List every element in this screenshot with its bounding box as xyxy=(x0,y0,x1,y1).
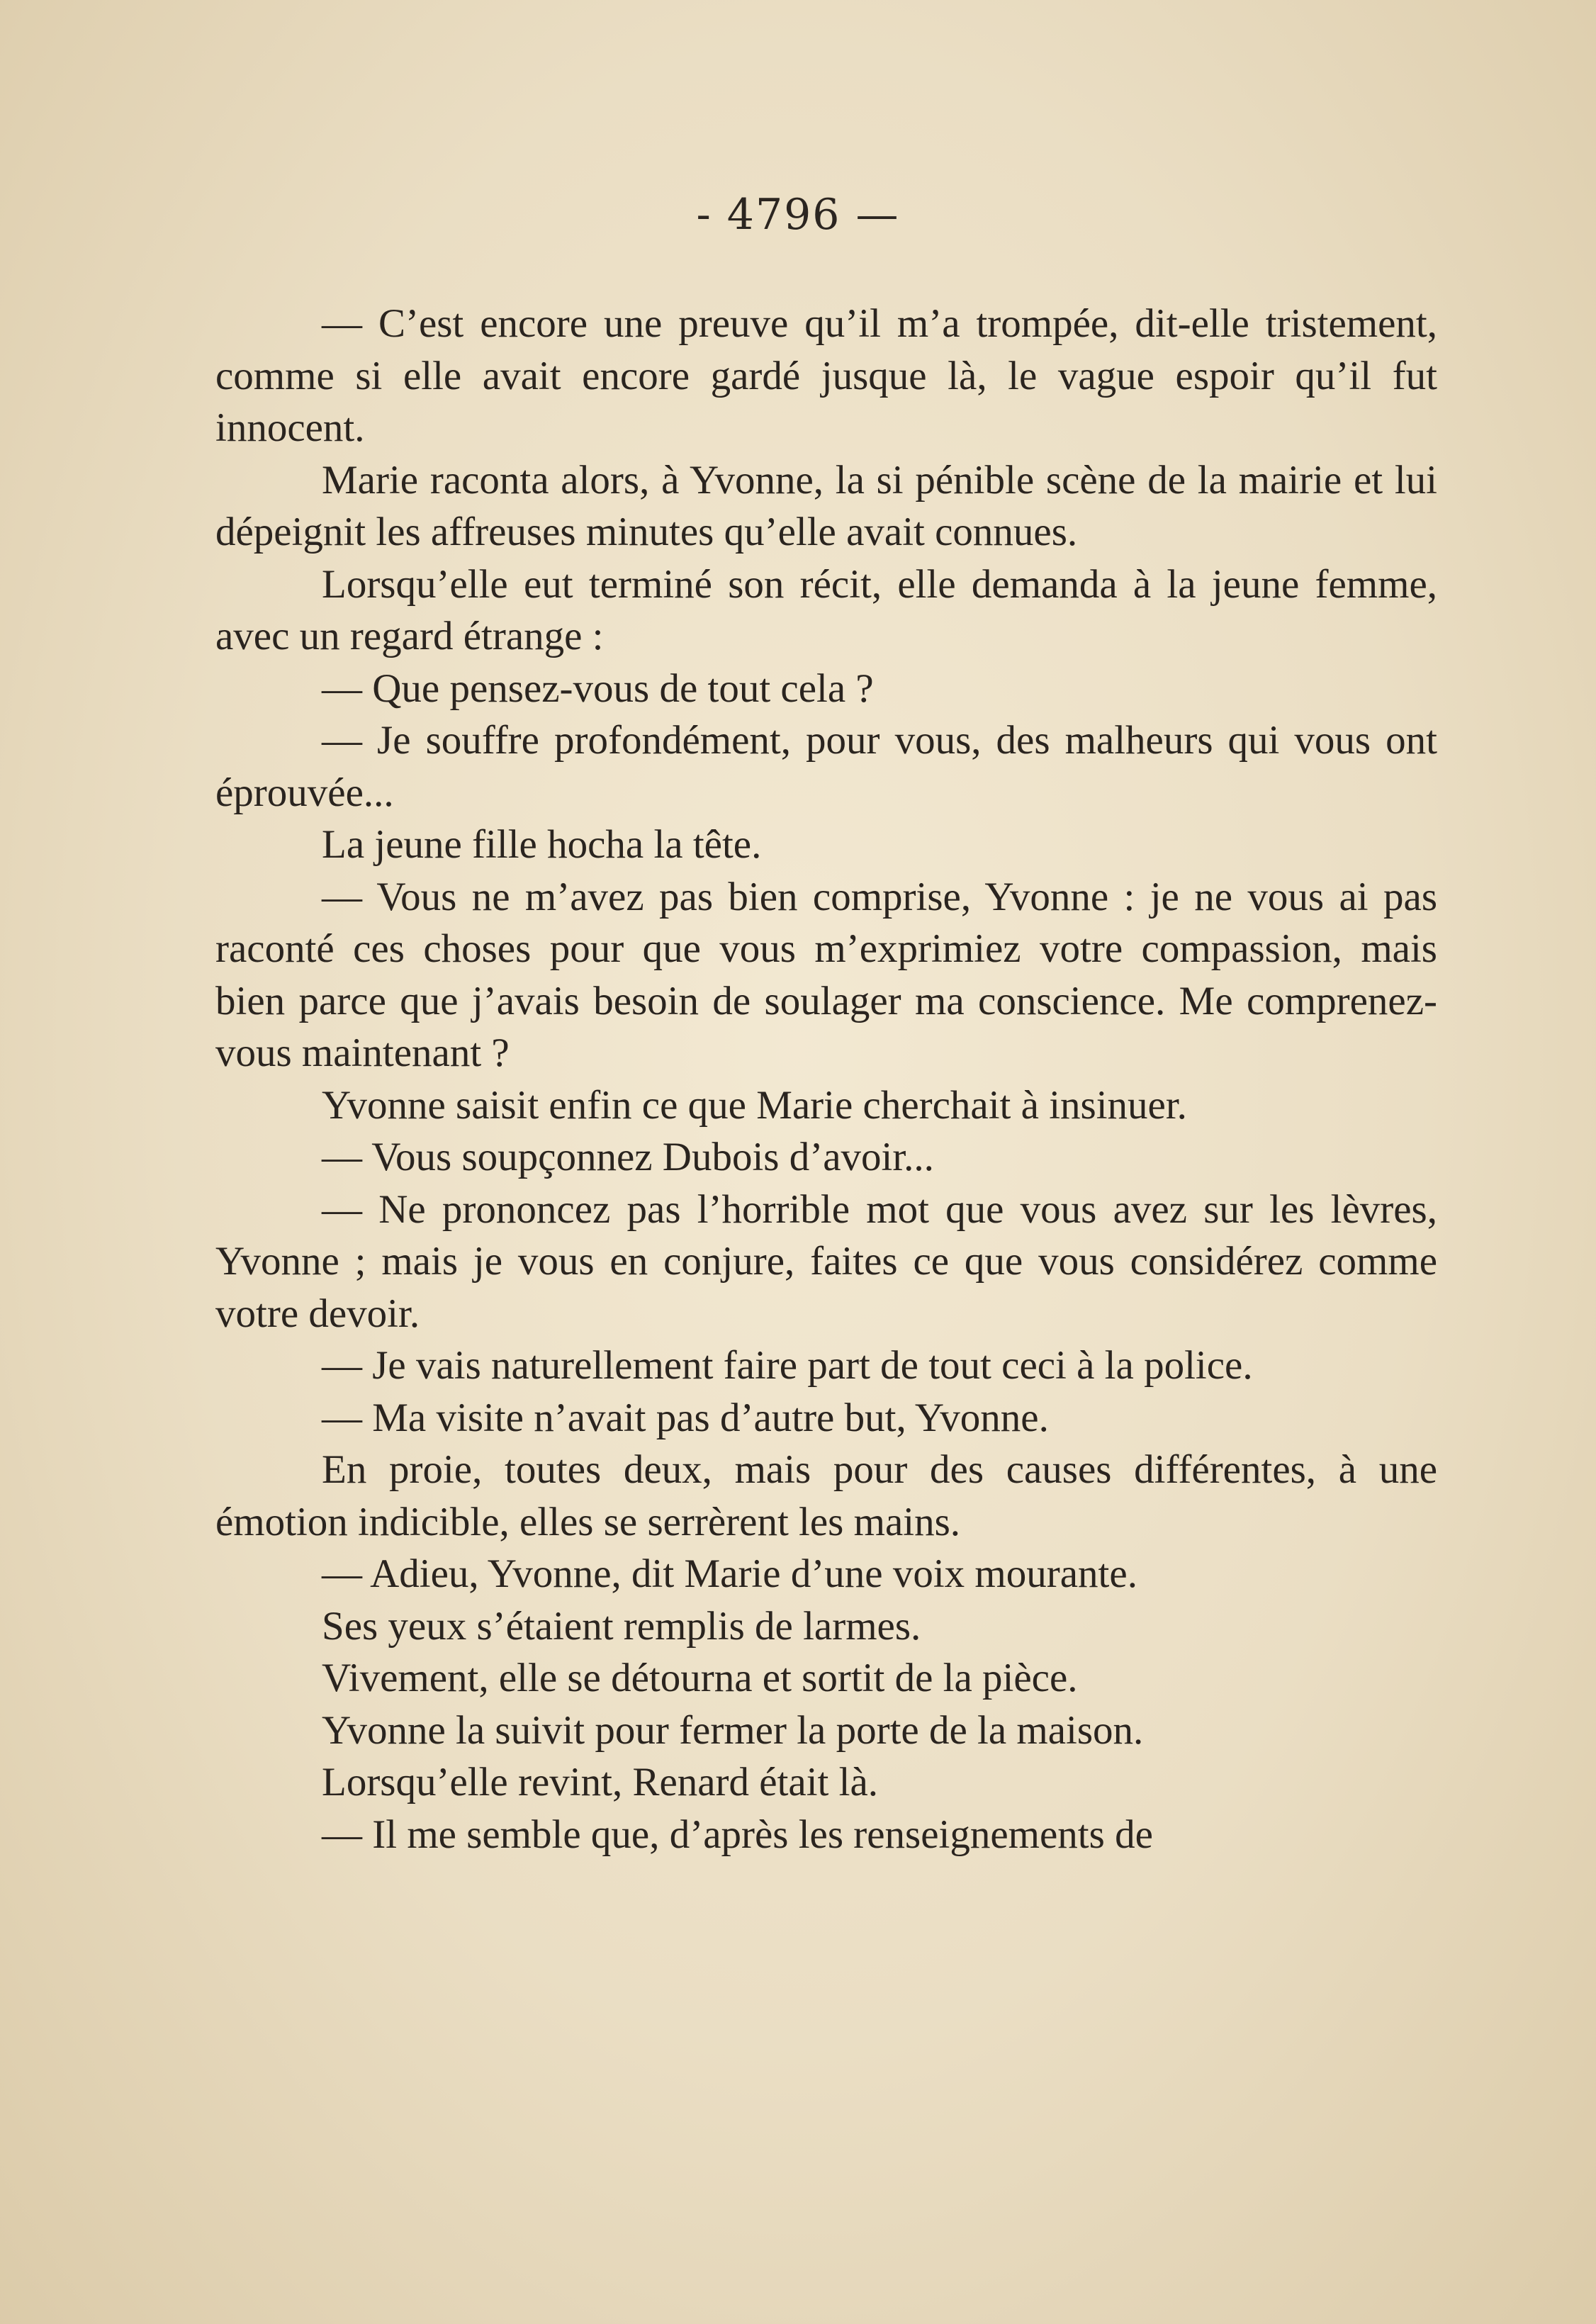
paragraph: — Je souffre profondément, pour vous, des malheurs qui vous ont éprouvée... xyxy=(215,718,1437,815)
paragraph: Yvonne la suivit pour fermer la porte de la maison. xyxy=(322,1707,1144,1753)
paragraph: — Ne prononcez pas l’horrible mot que vous avez sur les lèvres, Yvonne ; mais je vous en conjure, faites ce que vous considérez comme votre devoir. xyxy=(215,1186,1437,1336)
paragraph: — Adieu, Yvonne, dit Marie d’une voix mourante. xyxy=(322,1551,1137,1596)
paragraph: Lorsqu’elle revint, Renard était là. xyxy=(322,1760,879,1804)
paragraph: — Vous ne m’avez pas bien comprise, Yvonne : je ne vous ai pas raconté ces choses pour que vous m’exprimiez votre compassion, mais bien parce que j’avais besoin de soulager ma conscience. Me comprenez-vous maintenant ? xyxy=(215,874,1437,1075)
paragraph: — Que pensez-vous de tout cela ? xyxy=(322,666,874,711)
paragraph: — C’est encore une preuve qu’il m’a trompée, dit-elle tristement, comme si elle avait encore gardé jusque là, le vague espoir qu’il fut innocent. xyxy=(215,301,1437,450)
paragraph: La jeune fille hocha la tête. xyxy=(322,822,762,867)
paragraph: Lorsqu’elle eut terminé son récit, elle demanda à la jeune femme, avec un regard étrange : xyxy=(215,561,1437,658)
paragraph: — Il me semble que, d’après les renseignements de xyxy=(322,1812,1153,1857)
paragraph: Vivement, elle se détourna et sortit de la pièce. xyxy=(322,1656,1078,1700)
paragraph: — Vous soupçonnez Dubois d’avoir... xyxy=(322,1135,934,1179)
paragraph: Marie raconta alors, à Yvonne, la si pénible scène de la mairie et lui dépeignit les affreuses minutes qu’elle avait connues. xyxy=(215,457,1437,554)
paragraph: Yvonne saisit enfin ce que Marie cherchait à insinuer. xyxy=(322,1082,1187,1128)
paragraph: En proie, toutes deux, mais pour des causes différentes, à une émotion indicible, elles se serrèrent les mains. xyxy=(215,1447,1437,1544)
body-text xyxy=(215,298,1437,1860)
paragraph: — Je vais naturellement faire part de tout ceci à la police. xyxy=(322,1343,1253,1388)
page-number: - 4796 — xyxy=(696,190,900,240)
paragraph: — Ma visite n’avait pas d’autre but, Yvonne. xyxy=(322,1395,1049,1440)
paragraph: Ses yeux s’étaient remplis de larmes. xyxy=(322,1603,921,1649)
